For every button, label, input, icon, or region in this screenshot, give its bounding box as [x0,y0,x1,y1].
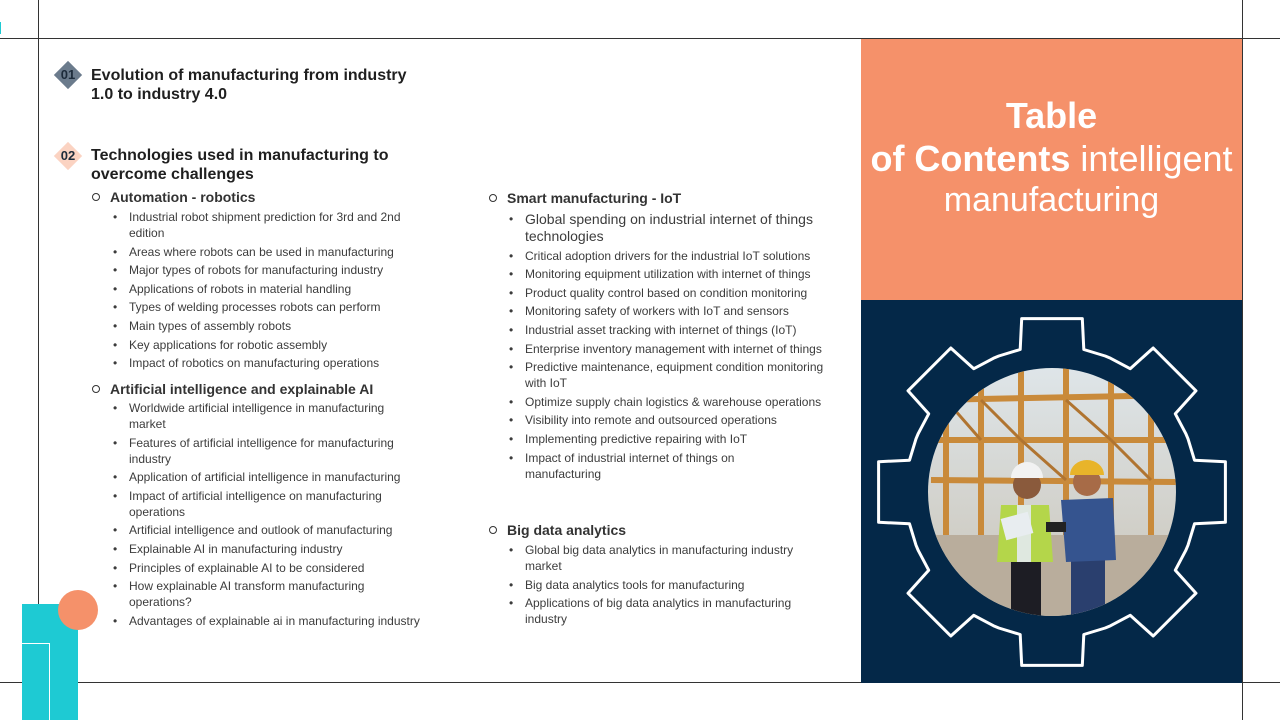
section-01-badge [53,60,83,90]
automation-list [111,209,421,374]
list-item[interactable]: • Explainable AI in manufacturing industry [111,541,421,557]
list-item[interactable]: • Monitoring safety of workers with IoT and sensors [507,303,845,319]
page-title [861,94,1242,220]
list-item[interactable]: • Key applications for robotic assembly [111,337,421,353]
list-item[interactable]: • Industrial robot shipment prediction for 3rd and 2nd edition [111,209,421,241]
subsection-iot-label: Smart manufacturing - IoT [507,190,682,206]
workers-photo [921,360,1183,625]
circle-bullet-icon [92,193,100,201]
list-item[interactable]: • Global spending on industrial internet of things technologies [507,211,845,245]
list-item[interactable]: • Global big data analytics in manufacturing industry market [507,542,827,574]
circle-bullet-icon [92,385,100,393]
list-item[interactable]: • Applications of robots in material handling [111,281,421,297]
section-02-number: 02 [60,148,76,163]
list-item[interactable]: • Worldwide artificial intelligence in manufacturing market [111,400,421,432]
title-line-2-rest: intelligent [1070,138,1233,179]
title-line-1: Table [1005,95,1098,136]
list-item[interactable]: • Principles of explainable AI to be considered [111,560,421,576]
gear-frame-icon [861,300,1242,683]
subsection-iot-heading[interactable] [489,190,829,207]
list-item[interactable]: • Applications of big data analytics in manufacturing industry [507,595,827,627]
list-item[interactable]: • Main types of assembly robots [111,318,421,334]
gear-icon [0,0,42,86]
list-item[interactable]: • Product quality control based on condition monitoring [507,285,845,301]
list-item[interactable]: • Advantages of explainable ai in manufacturing industry [111,613,421,629]
list-item[interactable]: • Implementing predictive repairing with IoT [507,431,845,447]
circle-bullet-icon [489,194,497,202]
teal-bar-inner-line [22,643,50,720]
list-item[interactable]: • Industrial asset tracking with internet of things (IoT) [507,322,845,338]
subsection-bigdata-label: Big data analytics [507,522,627,538]
subsection-bigdata-heading[interactable] [489,522,829,539]
list-item[interactable]: • Monitoring equipment utilization with internet of things [507,266,845,282]
section-01-title[interactable]: Evolution of manufacturing from industry 1.0 to industry 4.0 [91,67,407,103]
list-item[interactable]: • Application of artificial intelligence in manufacturing [111,469,421,485]
right-rule [1242,0,1243,720]
list-item[interactable]: • Features of artificial intelligence for manufacturing industry [111,435,421,467]
list-item[interactable]: • Predictive maintenance, equipment condition monitoring with IoT [507,359,825,391]
title-line-3: manufacturing [943,181,1160,219]
circle-bullet-icon [489,526,497,534]
list-item[interactable]: • Critical adoption drivers for the industrial IoT solutions [507,248,845,264]
orange-circle-decoration [58,590,98,630]
subsection-automation-heading[interactable] [92,189,422,206]
list-item[interactable]: • Artificial intelligence and outlook of manufacturing [111,522,421,538]
section-02-title[interactable]: Technologies used in manufacturing to overcome challenges [91,147,389,183]
list-item[interactable]: • Areas where robots can be used in manufacturing [111,244,421,260]
bigdata-list [507,542,827,630]
title-line-2 [861,138,1242,180]
subsection-ai-label: Artificial intelligence and explainable AI [110,381,374,397]
ai-list [111,400,421,631]
list-item[interactable]: • Enterprise inventory management with internet of things [507,341,825,357]
section-01-number: 01 [60,67,76,82]
list-item[interactable]: • Types of welding processes robots can perform [111,299,421,315]
list-item[interactable]: • Visibility into remote and outsourced operations [507,412,845,428]
list-item[interactable]: • Impact of industrial internet of things on manufacturing [507,450,785,482]
section-02-badge [53,141,83,171]
list-item[interactable]: • Impact of artificial intelligence on manufacturing operations [111,488,421,520]
subsection-automation-label: Automation - robotics [110,189,256,205]
list-item[interactable]: • Major types of robots for manufacturing industry [111,262,421,278]
iot-list [507,211,845,484]
list-item[interactable]: • How explainable AI transform manufacturing operations? [111,578,421,610]
list-item[interactable]: • Big data analytics tools for manufacturing [507,577,827,593]
subsection-ai-heading[interactable] [92,381,432,398]
list-item[interactable]: • Optimize supply chain logistics & warehouse operations [507,394,825,410]
title-line-2-bold: of Contents [870,138,1071,179]
list-item[interactable]: • Impact of robotics on manufacturing operations [111,355,421,371]
